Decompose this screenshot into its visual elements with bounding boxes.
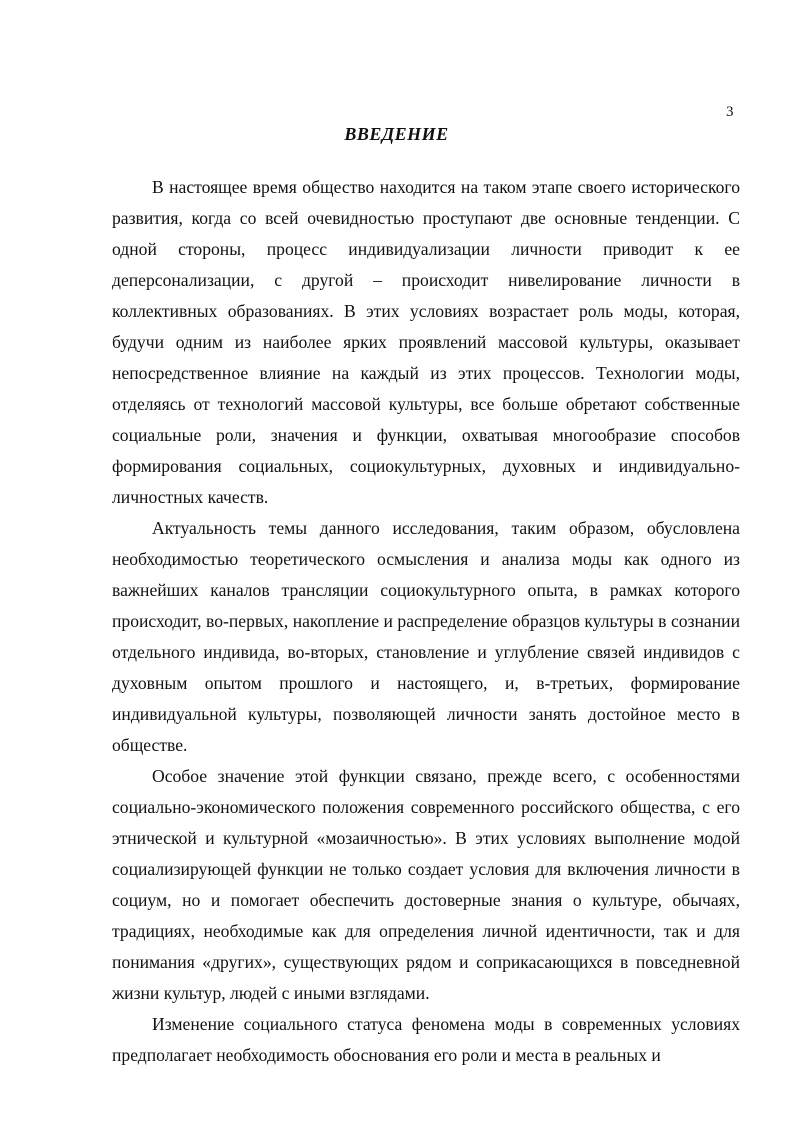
paragraph-2: Актуальность темы данного исследования, таким образом, обусловлена необходимостью теоретического осмысления и анализа моды как одного из важнейших каналов трансляции социокультурного опыта, в рамках которого происходит, во-первых, накопление и распределение образцов культуры в сознании отдельного индивида, во-вторых, становление и углубление связей индивидов с духовным опытом прошлого и настоящего, и, в-третьих, формирование индивидуальной культуры, позволяющей личности занять достойное место в обществе.: [112, 518, 740, 755]
body-text: [112, 172, 740, 1071]
paragraph-1: В настоящее время общество находится на таком этапе своего исторического развития, когда со всей очевидностью проступают две основные тенденции. С одной стороны, процесс индивидуализации личности приводит к ее деперсонализации, с другой – происходит нивелирование личности в коллективных образованиях. В этих условиях возрастает роль моды, которая, будучи одним из наиболее ярких проявлений массовой культуры, оказывает непосредственное влияние на каждый из этих процессов. Технологии моды, отделяясь от технологий массовой культуры, все больше обретают собственные социальные роли, значения и функции, охватывая многообразие способов формирования социальных, социокультурных, духовных и индивидуально-личностных качеств.: [112, 177, 740, 507]
paragraph-4: Изменение социального статуса феномена моды в современных условиях предполагает необходимость обоснования его роли и места в реальных и: [112, 1014, 740, 1065]
paragraph-3: Особое значение этой функции связано, прежде всего, с особенностями социально-экономического положения современного российского общества, с его этнической и культурной «мозаичностью». В этих условиях выполнение модой социализирующей функции не только создает условия для включения личности в социум, но и помогает обеспечить достоверные знания о культуре, обычаях, традициях, необходимые как для определения личной идентичности, так и для понимания «других», существующих рядом и соприкасающихся в повседневной жизни культур, людей с иными взглядами.: [112, 766, 740, 1003]
section-title: ВВЕДЕНИЕ: [344, 124, 449, 144]
page-number: 3: [726, 104, 734, 120]
